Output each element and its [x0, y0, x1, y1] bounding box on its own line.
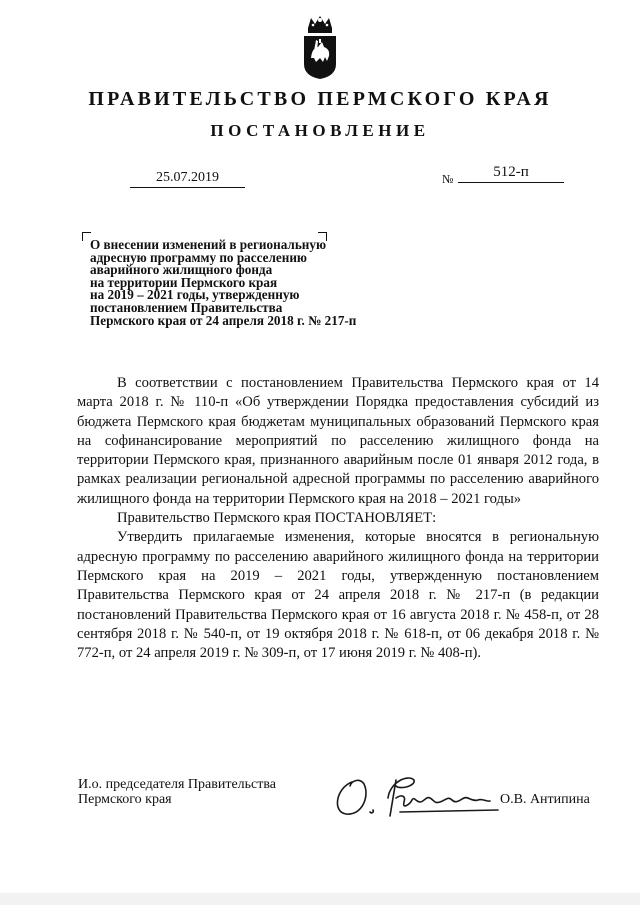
- subject-line: на территории Пермского края: [90, 274, 278, 290]
- scan-edge: [0, 893, 640, 905]
- body-paragraph-resolves: Правительство Пермского края ПОСТАНОВЛЯЕТ:: [117, 510, 437, 527]
- coat-of-arms-icon: [302, 14, 338, 80]
- subject-line: аварийного жилищного фонда: [90, 262, 273, 278]
- subject-line: на 2019 – 2021 годы, утвержденную: [90, 287, 300, 303]
- signatory-position-line: И.о. председателя Правительства: [78, 777, 277, 792]
- handwritten-signature-icon: [330, 768, 505, 824]
- document-body: [77, 374, 599, 663]
- signer-name: О.В. Антипина: [500, 792, 590, 807]
- subject-line: Пермского края от 24 апреля 2018 г. № 217-п: [90, 312, 357, 328]
- number-sign: №: [442, 172, 454, 186]
- body-paragraph-approve: Утвердить прилагаемые изменения, которые вносятся в региональную адресную программу по расселению аварийного жилищного фонда на территории Пермского края на 2019 – 2021 годы, утвержденную постановлением Правительства Пермского края от 24 апреля 2018 г. № 217-п (в редакции постановлений Правительства Пермского края от 16 августа 2018 г. № 458-п, от 28 сентября 2018 г. № 540-п, от 19 октября 2018 г. № 618-п, от 06 декабря 2018 г. № 772-п, от 24 апреля 2019 г. № 309-п, от 17 июня 2019 г. № 408-п).: [77, 529, 599, 662]
- document-number: 512-п: [458, 164, 564, 183]
- signatory-position: [78, 777, 276, 807]
- body-paragraph-preamble: В соответствии с постановлением Правительства Пермского края от 14 марта 2018 г. № 110-п «Об утверждении Порядка предоставления субсидий из бюджета Пермского края бюджетам муниципальных образований Пермского края на софинансирование мероприятий по расселению жилищного фонда на территории Пермского края, признанного аварийным после 01 января 2012 года, в рамках реализации региональной адресной программы по расселению аварийного жилищного фонда на территории Пермского края на 2018 – 2021 годы»: [77, 375, 599, 507]
- document-date: 25.07.2019: [130, 170, 245, 188]
- document-type: ПОСТАНОВЛЕНИЕ: [210, 121, 430, 140]
- subject-line: О внесении изменений в региональную: [90, 237, 327, 252]
- government-title: ПРАВИТЕЛЬСТВО ПЕРМСКОГО КРАЯ: [88, 88, 552, 110]
- document-subject: [90, 239, 410, 327]
- subject-line: адресную программу по расселению: [90, 249, 307, 265]
- signatory-position-line: Пермского края: [78, 792, 172, 807]
- subject-line: постановлением Правительства: [90, 299, 283, 315]
